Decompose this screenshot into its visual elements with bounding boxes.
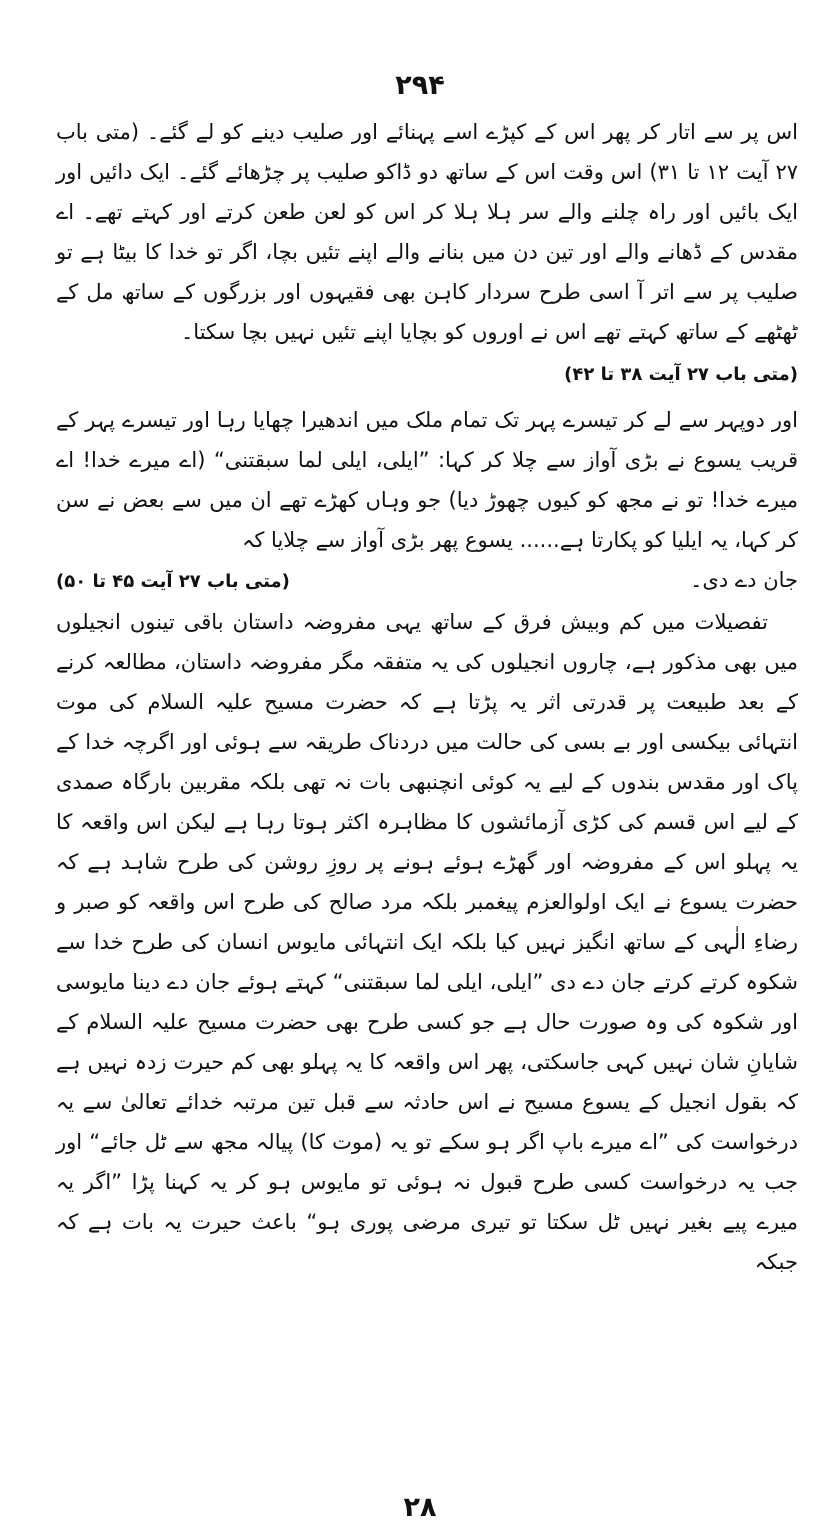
page-number-top: ۲۹۴ [395,70,445,101]
paragraph-eli-eli-ending: جان دے دی۔ [690,568,798,592]
reference-matthew-27-38-42: (متی باب ۲۷ آیت ۳۸ تا ۴۲) [564,364,798,385]
paragraph-commentary: تفصیلات میں کم وبیش فرق کے ساتھ یہی مفروضہ داستان باقی تینوں انجیلوں میں بھی مذکور ہے، چاروں انجیلوں کی یہ متفقہ مگر مفروضہ داستان، مطالعہ کرنے کے بعد طبیعت پر قدرتی اثر یہ پڑتا ہے کہ حضرت مسیح علیہ السلام کی موت انتہائی بیکسی اور بے بسی کی حالت میں دردناک طریقہ سے ہوئی اور اگرچہ خدا کے پاک اور مقدس بندوں کے لیے یہ کوئی انچنبھی بات نہ تھی بلکہ مقربین بارگاہ صمدی کے لیے اس قسم کی کڑی آزمائشوں کا مظاہرہ اکثر ہوتا رہا ہے لیکن اس واقعہ کا یہ پہلو اس کے مفروضہ اور گھڑے ہوئے ہونے پر روزِ روشن کی طرح شاہد ہے کہ حضرت یسوع نے ایک اولوالعزم پیغمبر بلکہ مرد صالح کی طرح اس واقعہ کو صبر و رضاءِ الٰہی کے ساتھ انگیز نہیں کیا بلکہ ایک انتہائی مایوس انسان کی طرح خدا سے شکوہ کرتے کرتے جان دے دی ”ایلی، ایلی لما سبقتنی“ کہتے ہوئے جان دے دینا مایوسی اور شکوہ کی وہ صورت حال ہے جو کسی طرح بھی حضرت مسیح علیہ السلام کے شایانِ شان نہیں کہی جاسکتی، پھر اس واقعہ کا یہ پہلو بھی کم حیرت زدہ نہیں ہے کہ بقول انجیل کے یسوع مسیح نے اس حادثہ سے قبل تین مرتبہ خدائے تعالیٰ سے یہ درخواست کی ”اے میرے باپ اگر ہو سکے تو یہ (موت کا) پیالہ مجھ سے ٹل جائے“ اور جب یہ درخواست کسی طرح قبول نہ ہوئی تو مایوس ہو کر یہ کہنا پڑا ”اگر یہ میرے پیے بغیر نہیں ٹل سکتا تو تیری مرضی پوری ہو“ باعث حیرت یہ بات ہے کہ جبکہ [56,610,798,1274]
page-number-bottom: ۲۸ [403,1492,437,1523]
page-text-body [56,112,798,1282]
paragraph-eli-eli-closing-line [56,560,798,602]
paragraph-crucifixion-account: اس پر سے اتار کر پھر اس کے کپڑے اسے پہنائے اور صلیب دینے کو لے گئے۔ (متی باب ۲۷ آیت ۱۲ تا ۳۱) اس وقت اس کے ساتھ دو ڈاکو صلیب پر چڑھائے گئے۔ ایک دائیں اور ایک بائیں اور راہ چلنے والے سر ہلا ہلا کر اس کو لعن طعن کرتے اور کہتے تھے۔ اے مقدس کے ڈھانے والے اور تین دن میں بنانے والے اپنے تئیں بچا، اگر تو خدا کا بیٹا ہے تو صلیب پر سے اتر آ اسی طرح سردار کاہن بھی فقیہوں اور بزرگوں کے ساتھ مل کے ٹھٹھے کے ساتھ کہتے تھے اس نے اوروں کو بچایا اپنے تئیں نہیں بچا سکتا۔ [56,120,799,344]
reference-matthew-27-45-50: (متی باب ۲۷ آیت ۴۵ تا ۵۰) [56,571,290,592]
paragraph-eli-eli-account: اور دوپہر سے لے کر تیسرے پہر تک تمام ملک میں اندھیرا چھایا رہا اور تیسرے پہر کے قریب یسوع نے بڑی آواز سے چلا کر کہا: ”ایلی، ایلی لما سبقتنی“ (اے میرے خدا! اے میرے خدا! تو نے مجھ کو کیوں چھوڑ دیا) جو وہاں کھڑے تھے ان میں سے بعض نے سن کر کہا، یہ ایلیا کو پکارتا ہے...... یسوع پھر بڑی آواز سے چلایا کہ [56,408,798,552]
